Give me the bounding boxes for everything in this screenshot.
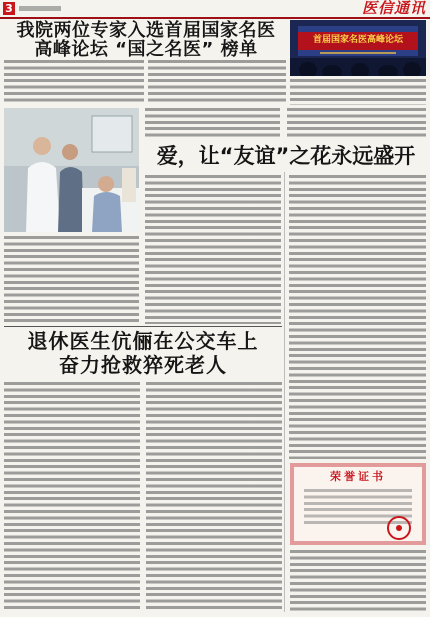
article-2-intro-column-1: [145, 108, 280, 138]
page-number: 3: [3, 2, 15, 15]
certificate-caption-text: [290, 550, 426, 612]
certificate-title: 荣誉证书: [330, 470, 386, 483]
column-divider: [284, 172, 285, 612]
article-3-headline: [4, 329, 282, 377]
article-3-top-rule: [4, 326, 282, 327]
article-3-headline-line-2: 奋力抢救猝死老人: [59, 353, 227, 377]
article-1-headline-line-2: 高峰论坛 “国之名医” 榜单: [34, 39, 258, 60]
article-2-body-column-3: [289, 175, 426, 459]
section-label-text: [19, 6, 61, 11]
article-3-body-column-1: [4, 382, 140, 612]
masthead-title: 医信通讯: [361, 0, 426, 17]
article-1-headline-line-1: 我院两位专家入选首届国家名医: [16, 20, 276, 41]
article-2-headline: 爱，让“友谊”之花永远盛开: [156, 144, 416, 168]
article-1-body-column-3: [290, 79, 426, 105]
article-1-body-column-1: [4, 60, 144, 105]
forum-stage-graphic: [290, 20, 426, 76]
doctor-visit-photo: [4, 108, 139, 232]
doctor-visit-graphic: [4, 108, 139, 232]
header-rule: [0, 17, 430, 19]
article-3-headline-line-1: 退休医生伉俪在公交车上: [27, 329, 259, 353]
article-1-headline: [6, 21, 286, 59]
forum-banner-text: 首届国家名医高峰论坛: [312, 35, 403, 45]
honor-certificate-photo: [290, 463, 426, 545]
forum-photo: [290, 20, 426, 76]
article-1-body-column-2: [148, 60, 286, 105]
article-2-body-column-1: [4, 236, 139, 324]
article-2-intro-column-2: [287, 108, 426, 138]
article-3-body-column-2: [146, 382, 282, 612]
seal-icon: [386, 515, 412, 541]
article-2-body-column-2: [145, 175, 281, 324]
